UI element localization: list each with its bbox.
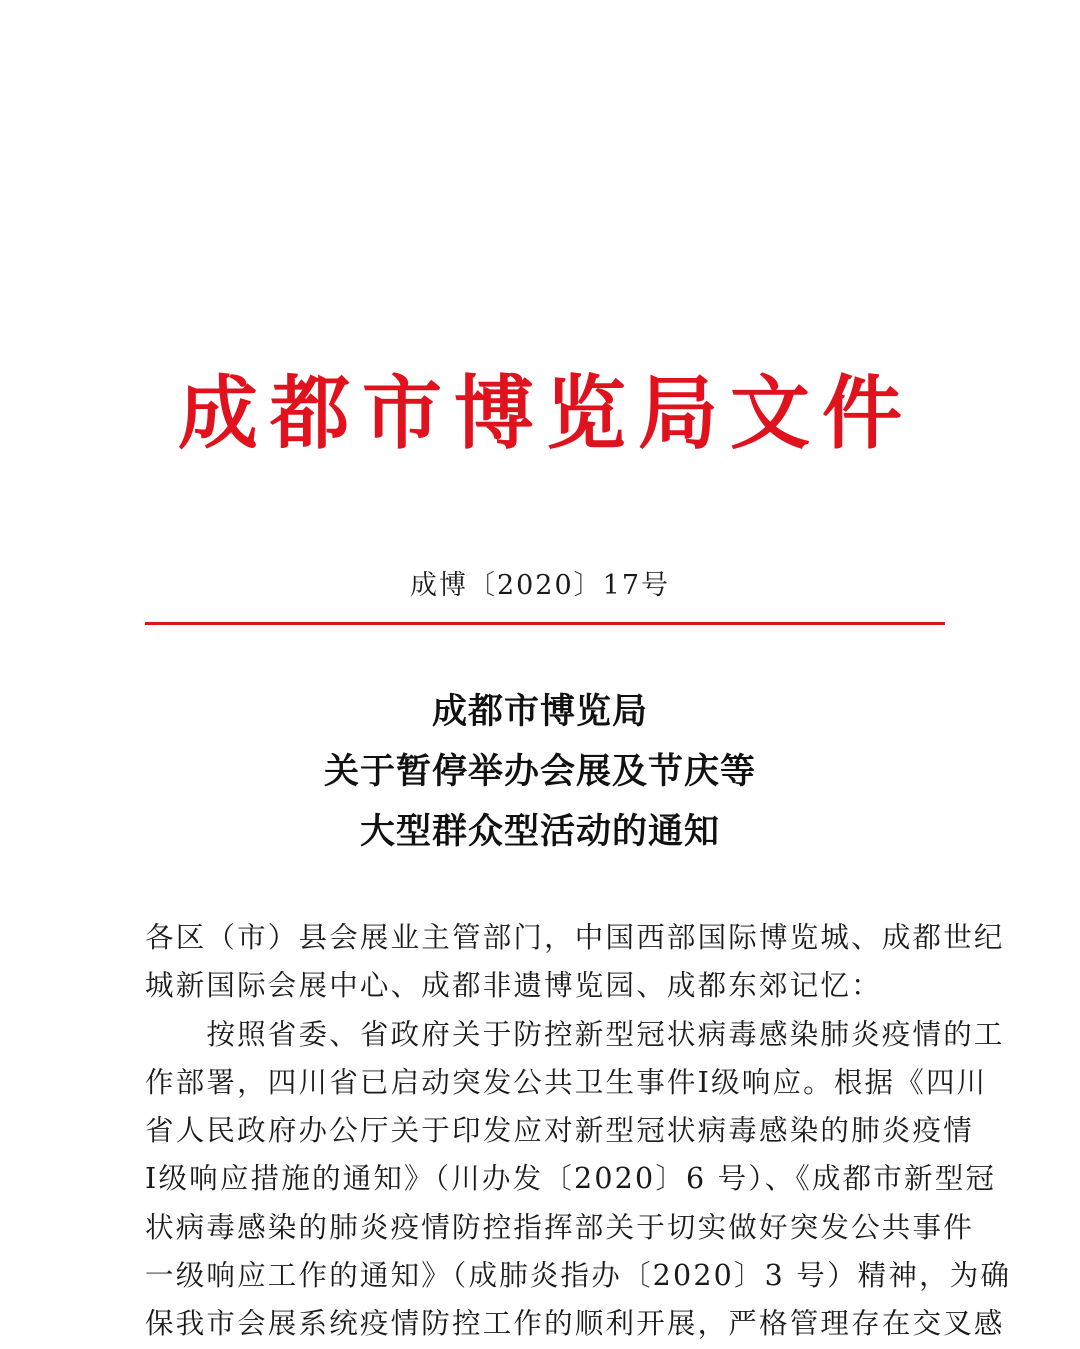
body-line: 保我市会展系统疫情防控工作的顺利开展，严格管理存在交叉感 <box>145 1307 1005 1341</box>
masthead-title: 成都市博览局文件 <box>178 366 914 460</box>
red-divider-line <box>145 622 945 625</box>
body-line: 各区（市）县会展业主管部门，中国西部国际博览城、成都世纪 <box>145 921 1005 954</box>
document-body <box>145 914 1012 1349</box>
title-line: 成都市博览局 <box>431 691 648 732</box>
title-line: 大型群众型活动的通知 <box>359 811 720 852</box>
title-line: 关于暂停举办会展及节庆等 <box>323 751 756 792</box>
body-line: 状病毒感染的肺炎疫情防控指挥部关于切实做好突发公共事件 <box>145 1210 974 1244</box>
document-number: 成博〔2020〕17号 <box>409 570 671 601</box>
body-line: Ⅰ级响应措施的通知》（川办发〔2020〕6 号）、《成都市新型冠 <box>145 1162 997 1196</box>
body-line: 省人民政府办公厅关于印发应对新型冠状病毒感染的肺炎疫情 <box>145 1114 974 1148</box>
body-line: 按照省委、省政府关于防控新型冠状病毒感染肺炎疫情的工 <box>145 1017 1005 1051</box>
body-line: 城新国际会展中心、成都非遗博览园、成都东郊记忆： <box>145 969 882 1003</box>
body-line: 作部署，四川省已启动突发公共卫生事件Ⅰ级响应。根据《四川 <box>145 1065 988 1099</box>
document-title <box>0 682 1080 862</box>
body-line: 一级响应工作的通知》（成肺炎指办〔2020〕3 号）精神，为确 <box>145 1259 1012 1293</box>
